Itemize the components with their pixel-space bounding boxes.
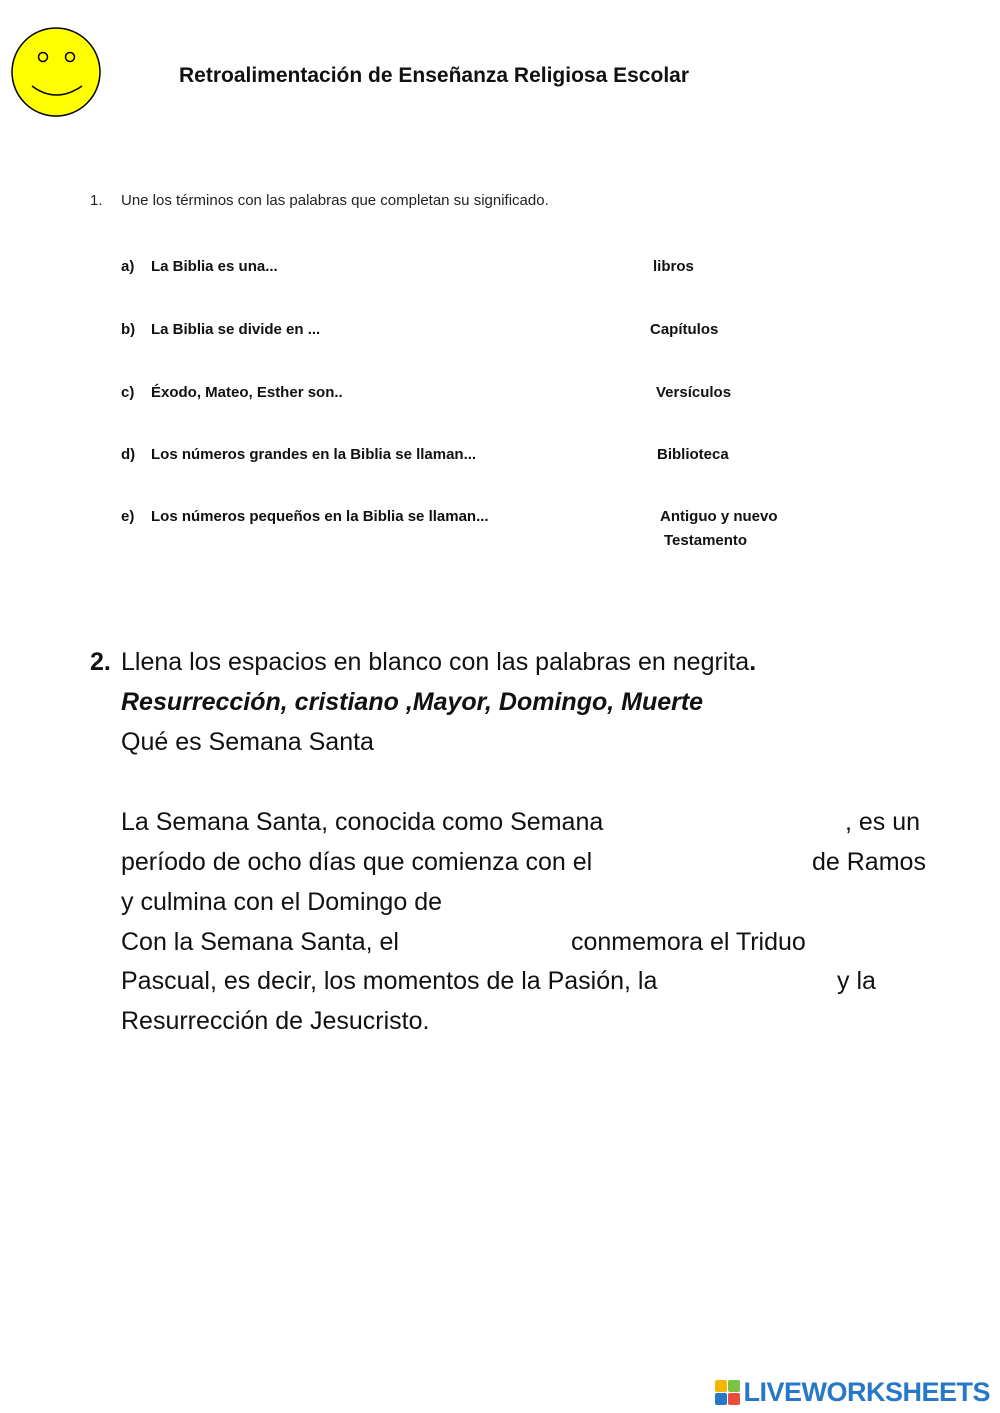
passage-line-2a: período de ocho días que comienza con el — [121, 848, 593, 876]
question-2-text: Llena los espacios en blanco con las palabras en negrita — [121, 648, 750, 676]
item-text: La Biblia es una... — [151, 258, 278, 275]
item-text: Los números pequeños en la Biblia se llaman... — [151, 508, 489, 525]
item-letter: d) — [121, 446, 136, 463]
passage-line-5b: y la — [837, 967, 876, 995]
question-2-period: . — [749, 648, 757, 676]
passage-subtitle: Qué es Semana Santa — [121, 728, 374, 756]
blank-domingo[interactable] — [640, 848, 805, 880]
question-1-number: 1. — [90, 192, 103, 209]
match-answer-versiculos[interactable]: Versículos — [656, 384, 732, 401]
match-item-b[interactable] — [121, 321, 320, 338]
match-item-a[interactable] — [121, 258, 278, 275]
blank-mayor[interactable] — [640, 808, 840, 840]
passage-line-5a: Pascual, es decir, los momentos de la Pasión, la — [121, 967, 658, 995]
passage-line-1a: La Semana Santa, conocida como Semana — [121, 808, 604, 836]
logo-mark-icon — [715, 1380, 740, 1405]
match-item-d[interactable] — [121, 446, 476, 463]
blank-cristiano[interactable] — [418, 928, 566, 960]
match-answer-capitulos[interactable]: Capítulos — [650, 321, 719, 338]
question-1-instruction — [90, 192, 549, 209]
item-text: Los números grandes en la Biblia se llaman... — [151, 446, 477, 463]
passage-line-6: Resurrección de Jesucristo. — [121, 1007, 430, 1035]
passage-line-3: y culmina con el Domingo de — [121, 888, 442, 916]
item-text: Éxodo, Mateo, Esther son.. — [151, 384, 343, 401]
item-text: La Biblia se divide en ... — [151, 321, 321, 338]
match-item-e[interactable] — [121, 508, 489, 525]
passage-line-4b: conmemora el Triduo — [571, 928, 806, 956]
item-letter: a) — [121, 258, 135, 275]
question-1-text: Une los términos con las palabras que completan su significado. — [121, 192, 549, 209]
page-title: Retroalimentación de Enseñanza Religiosa Escolar — [179, 64, 689, 87]
liveworksheets-logo — [715, 1377, 990, 1408]
question-2-number: 2. — [90, 648, 111, 676]
item-letter: e) — [121, 508, 135, 525]
item-letter: c) — [121, 384, 135, 401]
passage-line-4a: Con la Semana Santa, el — [121, 928, 399, 956]
passage-line-1b: , es un — [845, 808, 921, 836]
blank-resurreccion[interactable] — [480, 888, 680, 920]
item-letter: b) — [121, 321, 136, 338]
match-answer-testamento-line1[interactable]: Antiguo y nuevo — [660, 508, 778, 525]
passage-line-2b: de Ramos — [812, 848, 926, 876]
match-answer-libros[interactable]: libros — [653, 258, 694, 275]
logo-text: LIVEWORKSHEETS — [743, 1377, 990, 1407]
question-2-instruction — [90, 648, 756, 677]
smiley-face-icon — [10, 26, 102, 118]
match-item-c[interactable] — [121, 384, 343, 401]
match-answer-biblioteca[interactable]: Biblioteca — [657, 446, 729, 463]
match-answer-testamento-line2[interactable]: Testamento — [664, 532, 748, 549]
blank-muerte[interactable] — [705, 967, 833, 999]
word-bank: Resurrección, cristiano ,Mayor, Domingo, Muerte — [121, 688, 704, 716]
